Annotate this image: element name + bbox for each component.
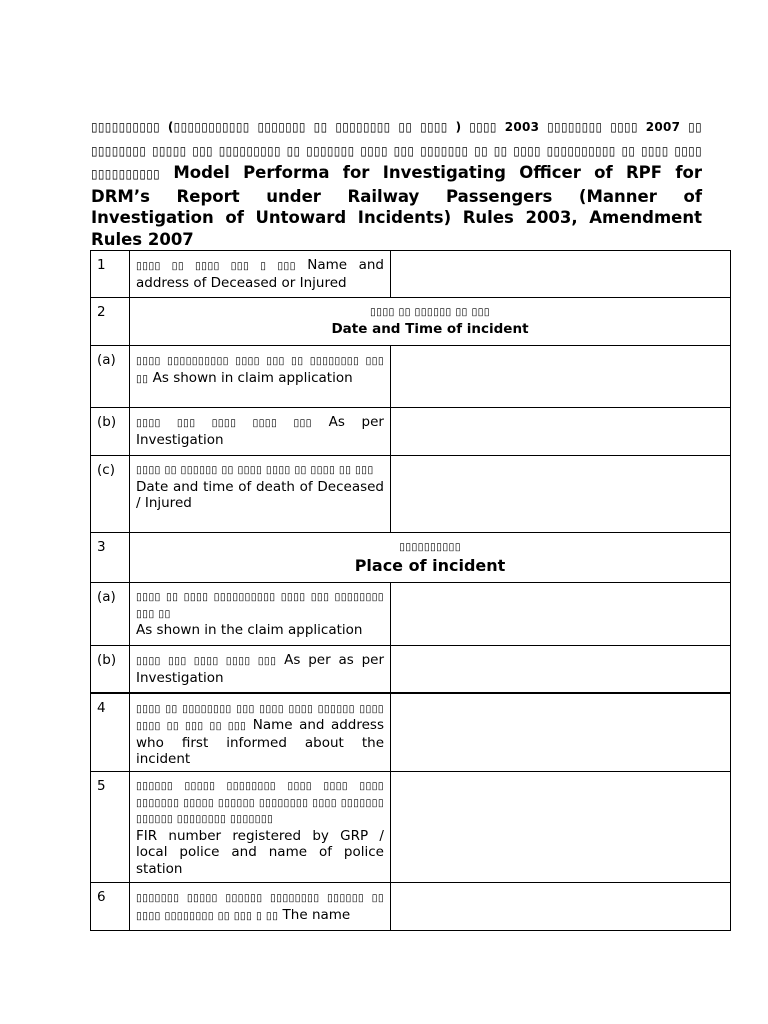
label-english: As shown in claim application bbox=[152, 369, 353, 386]
row-label bbox=[130, 346, 391, 408]
row-label bbox=[130, 646, 391, 693]
row-number: 3 bbox=[91, 533, 130, 583]
value-cell[interactable] bbox=[391, 693, 731, 772]
label-english: Name and address who first informed about the incident bbox=[136, 717, 384, 767]
row-number: 1 bbox=[91, 251, 130, 298]
investigation-form-table bbox=[90, 250, 731, 931]
value-cell[interactable] bbox=[391, 583, 731, 646]
table-row bbox=[91, 583, 731, 646]
heading-english: Date and Time of incident bbox=[331, 320, 529, 337]
table-row bbox=[91, 408, 731, 456]
label-hindi: ▯▯▯▯ ▯▯▯▯▯▯▯▯▯▯ ▯▯▯▯ ▯▯▯ ▯▯ ▯▯▯▯▯▯▯▯ ▯▯▯ ▯▯ bbox=[136, 355, 384, 385]
label-hindi: ▯▯▯▯ ▯▯▯ ▯▯▯▯ ▯▯▯▯ ▯▯▯ bbox=[136, 417, 312, 429]
value-cell[interactable] bbox=[391, 408, 731, 456]
title-english: Model Performa for Investigating Officer of RPF for DRM’s Report under Railway Passengers (Manner of Investigation of Untoward Incidents) Rules 2003, Amendment Rules 2007 bbox=[91, 163, 702, 249]
table-row bbox=[91, 646, 731, 693]
label-hindi: ▯▯▯▯▯▯ ▯▯▯▯▯ ▯▯▯▯▯▯▯▯ ▯▯▯▯ ▯▯▯▯ ▯▯▯▯ ▯▯▯▯▯▯▯ ▯▯▯▯▯ ▯▯▯▯▯▯ ▯▯▯▯▯▯▯▯ ▯▯▯▯ ▯▯▯▯▯▯▯ ▯▯▯▯▯▯ ▯▯▯▯▯▯▯▯ ▯▯▯▯▯▯▯ bbox=[136, 780, 384, 825]
row-label bbox=[130, 772, 391, 883]
label-hindi: ▯▯▯▯ ▯▯ ▯▯▯▯▯▯ ▯▯ ▯▯▯▯ ▯▯▯▯ ▯▯ ▯▯▯▯ ▯▯ ▯▯▯ bbox=[136, 464, 374, 476]
section-heading bbox=[130, 533, 731, 583]
label-english: Name and address of Deceased or Injured bbox=[136, 257, 384, 291]
row-number: (b) bbox=[91, 646, 130, 693]
table-row bbox=[91, 251, 731, 298]
row-label bbox=[130, 693, 391, 772]
label-hindi: ▯▯▯▯ ▯▯ ▯▯▯▯ ▯▯▯▯▯▯▯▯▯▯ ▯▯▯▯ ▯▯▯ ▯▯▯▯▯▯▯▯ ▯▯▯ ▯▯ bbox=[136, 591, 384, 620]
heading-hindi: ▯▯▯▯ ▯▯ ▯▯▯▯▯▯ ▯▯ ▯▯▯ bbox=[370, 306, 490, 318]
row-number: (a) bbox=[91, 346, 130, 408]
label-hindi: ▯▯▯▯ ▯▯ ▯▯▯▯▯▯▯▯ ▯▯▯ ▯▯▯▯ ▯▯▯▯ ▯▯▯▯▯▯ ▯▯▯▯ ▯▯▯▯ ▯▯ ▯▯▯ ▯▯ ▯▯▯ bbox=[136, 702, 384, 732]
table-row bbox=[91, 533, 731, 583]
row-label bbox=[130, 583, 391, 646]
heading-english: Place of incident bbox=[354, 555, 506, 575]
table-row bbox=[91, 772, 731, 883]
table-row bbox=[91, 456, 731, 533]
section-heading bbox=[130, 298, 731, 346]
value-cell[interactable] bbox=[391, 883, 731, 931]
row-label bbox=[130, 251, 391, 298]
value-cell[interactable] bbox=[391, 346, 731, 408]
document-title bbox=[91, 115, 702, 250]
row-number: (c) bbox=[91, 456, 130, 533]
heading-hindi: ▯▯▯▯▯▯▯▯▯▯ bbox=[399, 541, 461, 553]
row-label bbox=[130, 408, 391, 456]
row-label bbox=[130, 883, 391, 931]
value-cell[interactable] bbox=[391, 646, 731, 693]
value-cell[interactable] bbox=[391, 456, 731, 533]
title-hindi: ▯▯▯▯▯▯▯▯▯▯ (▯▯▯▯▯▯▯▯▯▯▯ ▯▯▯▯▯▯▯ ▯▯ ▯▯▯▯▯▯▯▯ ▯▯ ▯▯▯▯ ) ▯▯▯▯ 2003 ▯▯▯▯▯▯▯▯ ▯▯▯▯ 2007 ▯▯ ▯▯▯▯▯▯▯▯ ▯▯▯▯▯ ▯▯▯ ▯▯▯▯▯▯▯▯▯ ▯▯ ▯▯▯▯▯▯▯ ▯▯▯▯ ▯▯▯ ▯▯▯▯▯▯▯ ▯▯ ▯▯ ▯▯▯▯ ▯▯▯▯▯▯▯▯▯▯ ▯▯ ▯▯▯▯ ▯▯▯▯ ▯▯▯▯▯▯▯▯▯▯ bbox=[91, 120, 702, 181]
label-english: The name bbox=[282, 906, 351, 923]
row-number: 6 bbox=[91, 883, 130, 931]
row-number: (a) bbox=[91, 583, 130, 646]
row-number: 2 bbox=[91, 298, 130, 346]
row-label bbox=[130, 456, 391, 533]
label-english: Date and time of death of Deceased / Injured bbox=[136, 478, 384, 511]
table-row bbox=[91, 883, 731, 931]
table-row bbox=[91, 693, 731, 772]
label-english: As per Investigation bbox=[136, 414, 384, 448]
label-hindi: ▯▯▯▯ ▯▯ ▯▯▯▯ ▯▯▯ ▯ ▯▯▯ bbox=[136, 260, 296, 272]
value-cell[interactable] bbox=[391, 772, 731, 883]
table-row bbox=[91, 298, 731, 346]
row-number: 4 bbox=[91, 693, 130, 772]
label-hindi: ▯▯▯▯▯▯▯ ▯▯▯▯▯ ▯▯▯▯▯▯ ▯▯▯▯▯▯▯▯ ▯▯▯▯▯▯ ▯▯ ▯▯▯▯ ▯▯▯▯▯▯▯▯ ▯▯ ▯▯▯ ▯ ▯▯ bbox=[136, 892, 384, 922]
row-number: 5 bbox=[91, 772, 130, 883]
row-number: (b) bbox=[91, 408, 130, 456]
label-english: As shown in the claim application bbox=[136, 622, 363, 638]
value-cell[interactable] bbox=[391, 251, 731, 298]
label-english: FIR number registered by GRP / local police and name of police station bbox=[136, 827, 384, 877]
table-row bbox=[91, 346, 731, 408]
label-english: As per as per Investigation bbox=[136, 652, 384, 686]
label-hindi: ▯▯▯▯ ▯▯▯ ▯▯▯▯ ▯▯▯▯ ▯▯▯ bbox=[136, 655, 277, 667]
